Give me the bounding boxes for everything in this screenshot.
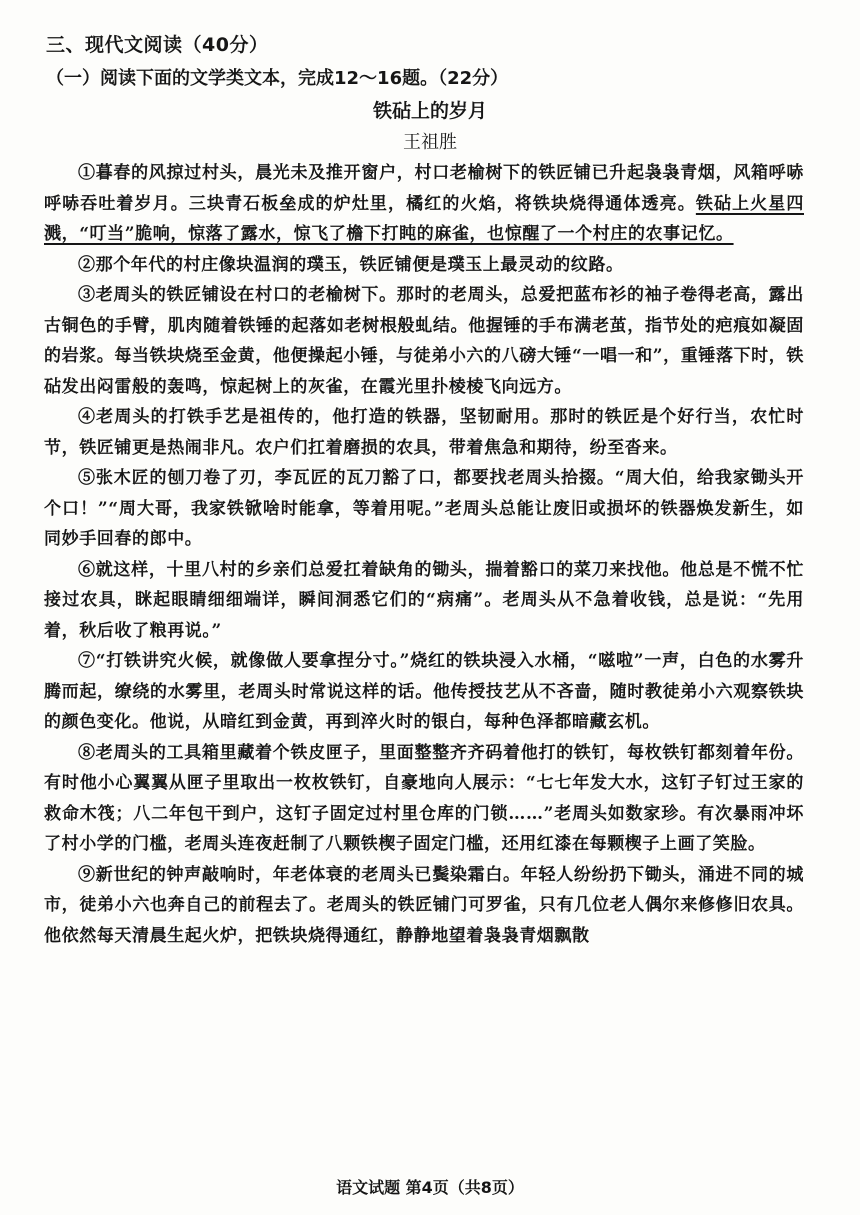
- paragraph-9: ⑨新世纪的钟声敲响时，年老体衰的老周头已鬓染霜白。年轻人纷纷扔下锄头，涌进不同的城市，徒弟小六也奔自己的前程去了。老周头的铁匠铺门可罗雀，只有几位老人偶尔来修修旧农具。他依然每天清晨生起火炉，把铁块烧得通红，静静地望着袅袅青烟飘散: [44, 864, 804, 946]
- paragraph-1-text: ①暮春的风掠过村头，晨光未及推开窗户，村口老榆树下的铁匠铺已升起袅袅青烟，风箱呼哧呼哧吞吐着岁月。三块青石板垒成的炉灶里，橘红的火焰，将铁块烧得通体透亮。: [44, 163, 804, 214]
- paragraph-2: ②那个年代的村庄像块温润的璞玉，铁匠铺便是璞玉上最灵动的纹路。: [78, 254, 624, 275]
- paragraph-7: ⑦“打铁讲究火候，就像做人要拿捏分寸。”烧红的铁块浸入水桶，“嗞啦”一声，白色的水雾升腾而起，缭绕的水雾里，老周头时常说这样的话。他传授技艺从不吝啬，随时教徒弟小六观察铁块的颜色变化。他说，从暗红到金黄，再到淬火时的银白，每种色泽都暗藏玄机。: [44, 651, 804, 732]
- paragraph-8: ⑧老周头的工具箱里藏着个铁皮匣子，里面整整齐齐码着他打的铁钉，每枚铁钉都刻着年份。有时他小心翼翼从匣子里取出一枚枚铁钉，自豪地向人展示：“七七年发大水，这钉子钉过王家的救命木筏；八二年包干到户，这钉子固定过村里仓库的门锁……”老周头如数家珍。有次暴雨冲坏了村小学的门槛，老周头连夜赶制了八颗铁楔子固定门槛，还用红漆在每颗楔子上画了笑脸。: [44, 742, 804, 854]
- paragraph-5: ⑤张木匠的刨刀卷了刃，李瓦匠的瓦刀豁了口，都要找老周头拾掇。“周大伯，给我家锄头开个口！”“周大哥，我家铁锨啥时能拿，等着用呢。”老周头总能让废旧或损坏的铁器焕发新生，如同妙手回春的郎中。: [44, 468, 804, 549]
- article-author: 王祖胜: [403, 132, 457, 153]
- paragraph-6: ⑥就这样，十里八村的乡亲们总爱扛着缺角的锄头，揣着豁口的菜刀来找他。他总是不慌不忙接过农具，眯起眼睛细细端详，瞬间洞悉它们的“病痛”。老周头从不急着收钱，总是说：“先用着，秋后收了粮再说。”: [44, 559, 804, 641]
- underlined-sentence: 铁砧上火星四溅，“叮当”脆响，惊落了露水，惊飞了檐下打盹的麻雀，也惊醒了一个村庄的农事记忆。: [44, 193, 804, 244]
- paragraph-1: [44, 158, 804, 250]
- page-footer: 语文试题 第4页（共8页）: [336, 1178, 524, 1197]
- section-heading: 三、现代文阅读（40分）: [46, 34, 269, 56]
- article-body: [44, 158, 804, 951]
- paragraph-4: ④老周头的打铁手艺是祖传的，他打造的铁器，坚韧耐用。那时的铁匠是个好行当，农忙时节，铁匠铺更是热闹非凡。农户们扛着磨损的农具，带着焦急和期待，纷至沓来。: [44, 407, 804, 458]
- article-title: 铁砧上的岁月: [372, 100, 487, 122]
- question-instruction: （一）阅读下面的文学类文本，完成12～16题。（22分）: [46, 68, 509, 89]
- paragraph-3: ③老周头的铁匠铺设在村口的老榆树下。那时的老周头，总爱把蓝布衫的袖子卷得老高，露出古铜色的手臂，肌肉随着铁锤的起落如老树根般虬结。他握锤的手布满老茧，指节处的疤痕如凝固的岩浆。每当铁块烧至金黄，他便操起小锤，与徒弟小六的八磅大锤“一唱一和”，重锤落下时，铁砧发出闷雷般的轰鸣，惊起树上的灰雀，在霞光里扑棱棱飞向远方。: [44, 285, 804, 397]
